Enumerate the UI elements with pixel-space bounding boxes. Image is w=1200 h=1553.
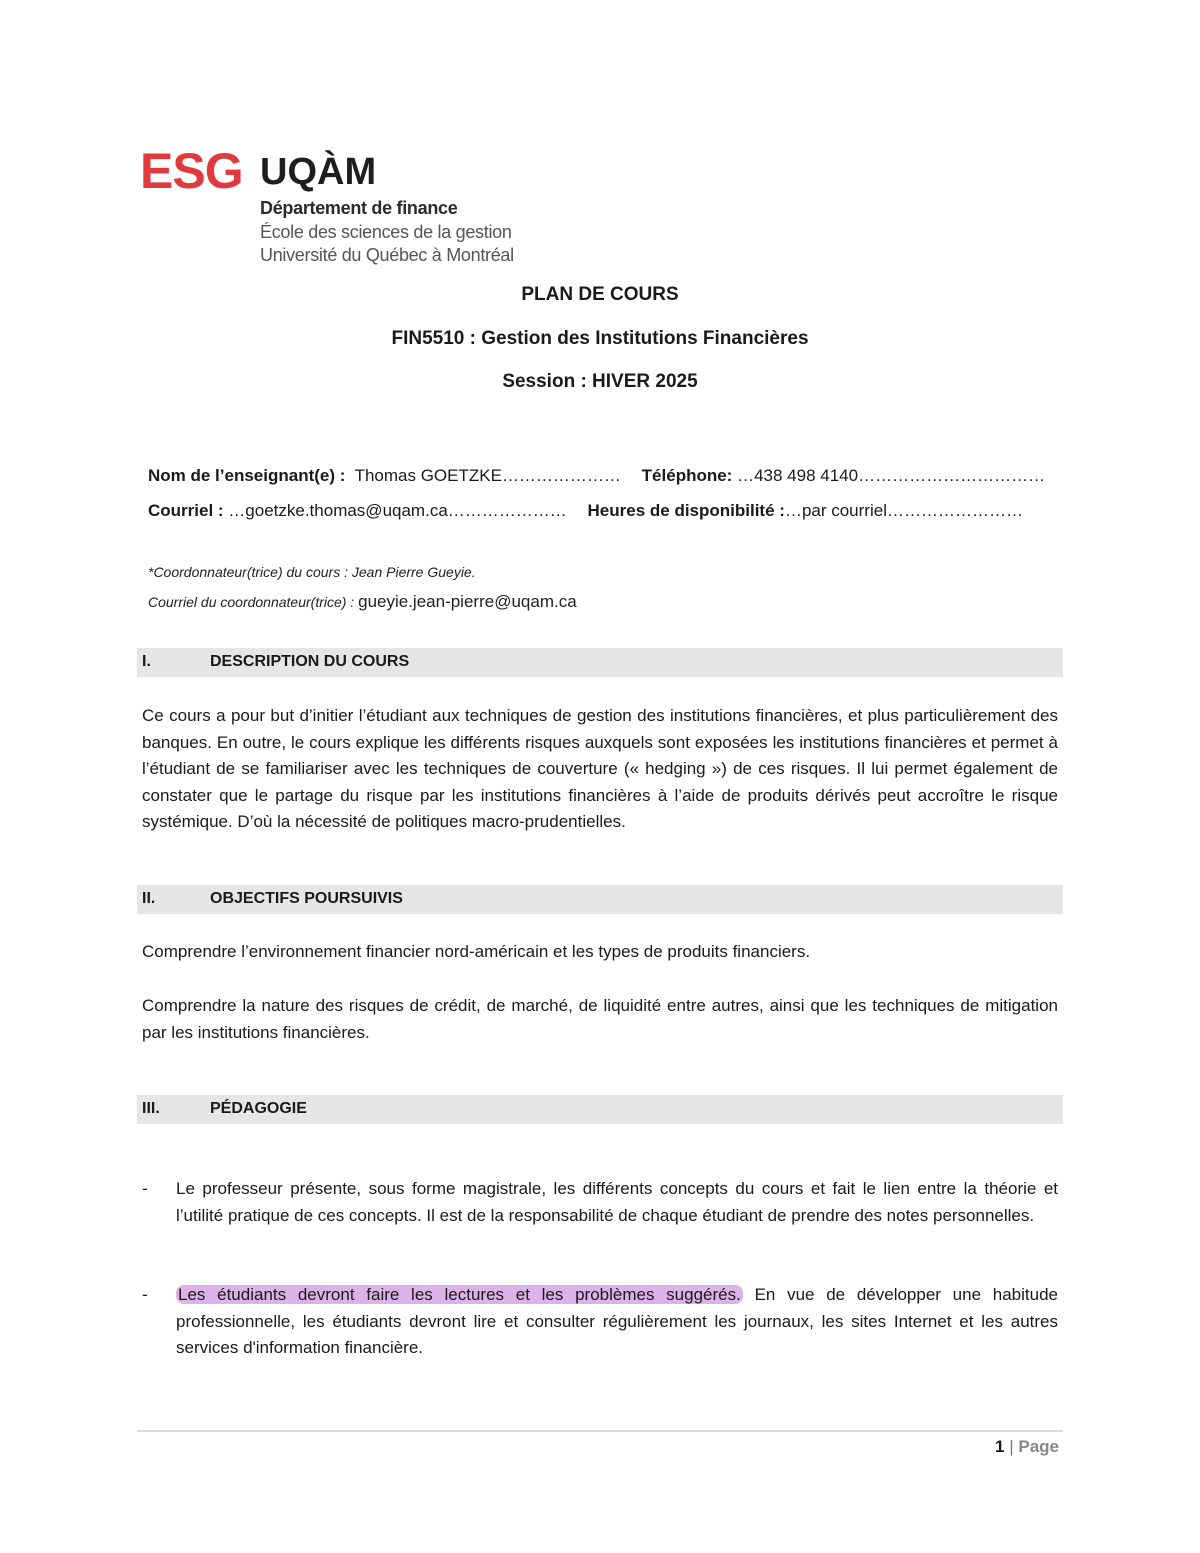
hours-value: …par courriel…………………… [784, 501, 1023, 520]
instructor-name-value: Thomas GOETZKE………………… [354, 466, 621, 485]
logo-uqam: UQÀM [260, 151, 377, 193]
coordinator-email[interactable]: gueyie.jean-pierre@uqam.ca [358, 592, 577, 611]
email-label: Courriel : [148, 501, 224, 520]
logo-department: Département de finance [260, 198, 458, 218]
page-number [995, 1437, 1059, 1457]
section-number: II. [142, 890, 156, 907]
email-row [148, 501, 1023, 521]
coordinator-email-row [148, 592, 577, 612]
page-separator: | [1009, 1437, 1014, 1456]
course-title: FIN5510 : Gestion des Institutions Financières [391, 328, 809, 349]
hours-label: Heures de disponibilité : [587, 501, 785, 520]
page-number-value: 1 [995, 1437, 1005, 1456]
logo-university: Université du Québec à Montréal [260, 245, 514, 265]
highlighted-text: Les étudiants devront faire les lectures et les problèmes suggérés. [178, 1285, 741, 1304]
session-title: Session : HIVER 2025 [502, 371, 698, 392]
instructor-name-label: Nom de l’enseignant(e) : [148, 466, 346, 485]
esg-uqam-logo [140, 143, 540, 276]
pedagogy-item [142, 1282, 1058, 1362]
section-header-pedagogy [137, 1095, 1063, 1124]
phone-label: Téléphone: [641, 466, 733, 485]
section-header-description [137, 648, 1063, 677]
pedagogy-item-rest: En vue de développer une habitude professionnelle, les étudiants devront lire et consulter régulièrement les journaux, les sites Internet et les autres services d'information financière. [176, 1285, 1058, 1357]
section-title: PÉDAGOGIE [210, 1100, 307, 1117]
plan-title: PLAN DE COURS [521, 284, 679, 305]
section-number: III. [142, 1100, 160, 1117]
phone-value: …438 498 4140…………………………… [737, 466, 1046, 485]
objective-paragraph: Comprendre l’environnement financier nord-américain et les types de produits financiers. [142, 942, 811, 961]
coordinator-email-label: Courriel du coordonnateur(trice) : [148, 594, 355, 610]
instructor-row [148, 466, 1045, 486]
logo-esg: ESG [140, 143, 243, 199]
pedagogy-item-text [176, 1282, 1058, 1362]
section-title: DESCRIPTION DU COURS [210, 653, 410, 670]
email-value: …goetzke.thomas@uqam.ca………………… [228, 501, 567, 520]
section-header-objectives [137, 885, 1063, 914]
objective-paragraph: Comprendre la nature des risques de crédit, de marché, de liquidité entre autres, ainsi que les techniques de mitigation par les institutions financières. [142, 996, 1058, 1042]
coordinator-line: *Coordonnateur(trice) du cours : Jean Pierre Gueyie. [148, 564, 476, 580]
section-number: I. [142, 653, 151, 670]
footer-divider [137, 1430, 1063, 1432]
description-paragraph: Ce cours a pour but d’initier l’étudiant aux techniques de gestion des institutions financières, et plus particulièrement des banques. En outre, le cours explique les différents risques auxquels sont exposées les institutions financières et permet à l’étudiant de se familiariser avec les techniques de couverture (« hedging ») de ces risques. Il lui permet également de constater que le partage du risque par les institutions financières à l’aide de produits dérivés peut accroître le risque systémique. D’où la nécessité de politiques macro-prudentielles. [142, 706, 1058, 831]
logo-school: École des sciences de la gestion [260, 222, 512, 242]
pedagogy-item-text: Le professeur présente, sous forme magistrale, les différents concepts du cours et fait le lien entre la théorie et l’utilité pratique de ces concepts. Il est de la responsabilité de chaque étudiant de prendre des notes personnelles. [176, 1179, 1058, 1225]
section-title: OBJECTIFS POURSUIVIS [210, 890, 403, 907]
bullet-dash: - [142, 1179, 148, 1198]
page-label: Page [1018, 1437, 1059, 1456]
pedagogy-item [142, 1176, 1058, 1229]
bullet-dash: - [142, 1285, 148, 1304]
